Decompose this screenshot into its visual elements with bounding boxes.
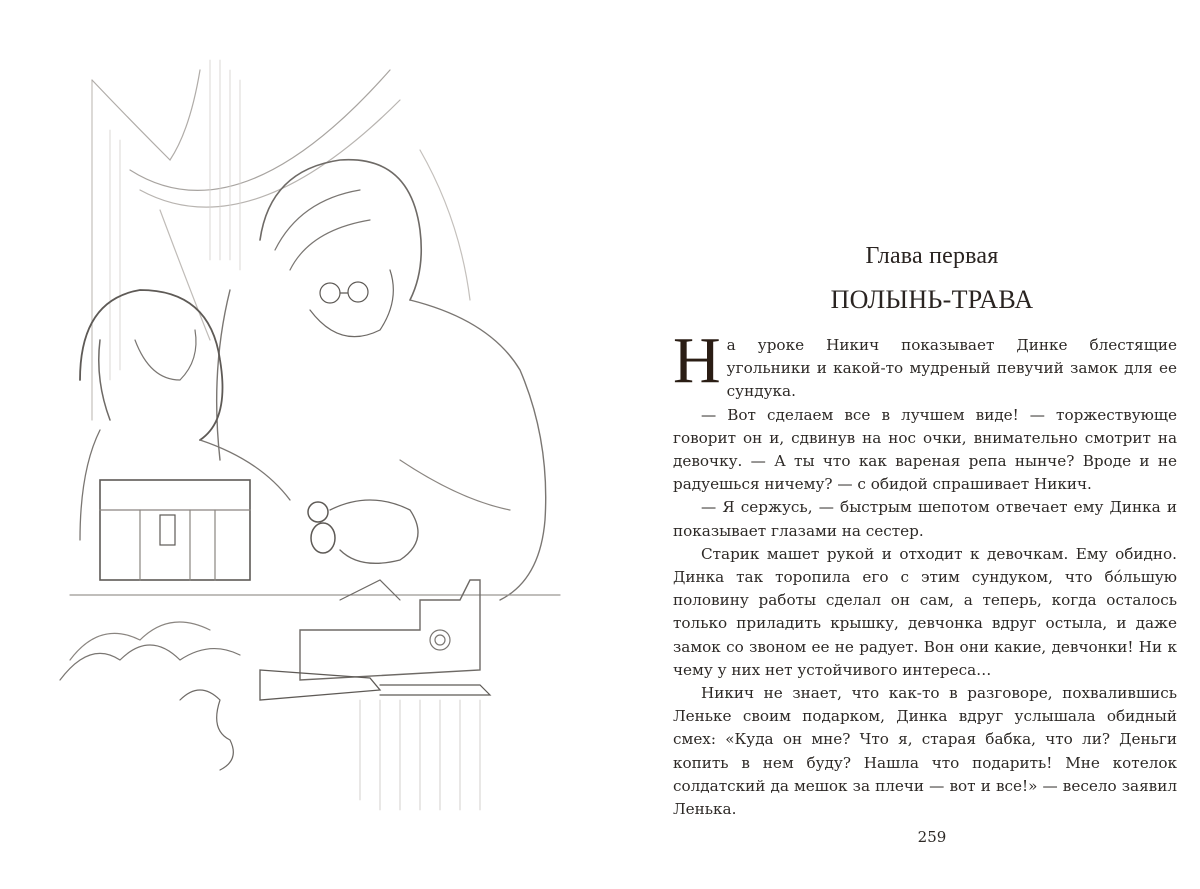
paragraph: Старик машет рукой и отходит к девочкам. Ему обидно. Динка так торопила его с этим сундуком, что бóльшую половину работы сделал он сам, а теперь, когда осталось только приладить крышку, девчонка вдруг остыла, и даже замок со звоном ее не радует. Вон они какие, девчонки! Ни к чему у них нет устойчивого интереса…	[673, 544, 1177, 679]
paragraph: — Вот сделаем все в лучшем виде! — торжествующе говорит он и, сдвинув на нос очки, внимательно смотрит на девочку. — А ты что как вареная репа нынче? Вроде и не радуешься ничему? — с обидой спрашивает Никич.	[673, 405, 1177, 494]
right-page	[600, 0, 1200, 889]
page-number: 259	[917, 828, 947, 846]
pencil-illustration	[40, 40, 600, 820]
paragraph	[673, 324, 1177, 404]
sketch-image	[40, 40, 600, 820]
chapter-title: ПОЛЫНЬ-ТРАВА	[830, 285, 1034, 314]
paragraph-text: а уроке Никич показывает Динке блестящие угольники и какой-то мудреный певучий замок для ее сундука.	[726, 336, 1177, 401]
dropcap: Н	[673, 324, 721, 397]
chapter-label: Глава первая	[865, 243, 999, 269]
paragraph: Никич не знает, что как-то в разговоре, похвалившись Леньке своим подарком, Динка вдруг услышала обидный смех: «Куда он мне? Что я, старая бабка, что ли? Деньги копить в нем буду? Нашла что подарить! Мне котелок солдатский да мешок за плечи — вот и все!» — весело заявил Ленька.	[673, 684, 1177, 819]
chapter-body	[673, 324, 1177, 821]
paragraph: — Я сержусь, — быстрым шепотом отвечает ему Динка и показывает глазами на сестер.	[673, 498, 1177, 540]
